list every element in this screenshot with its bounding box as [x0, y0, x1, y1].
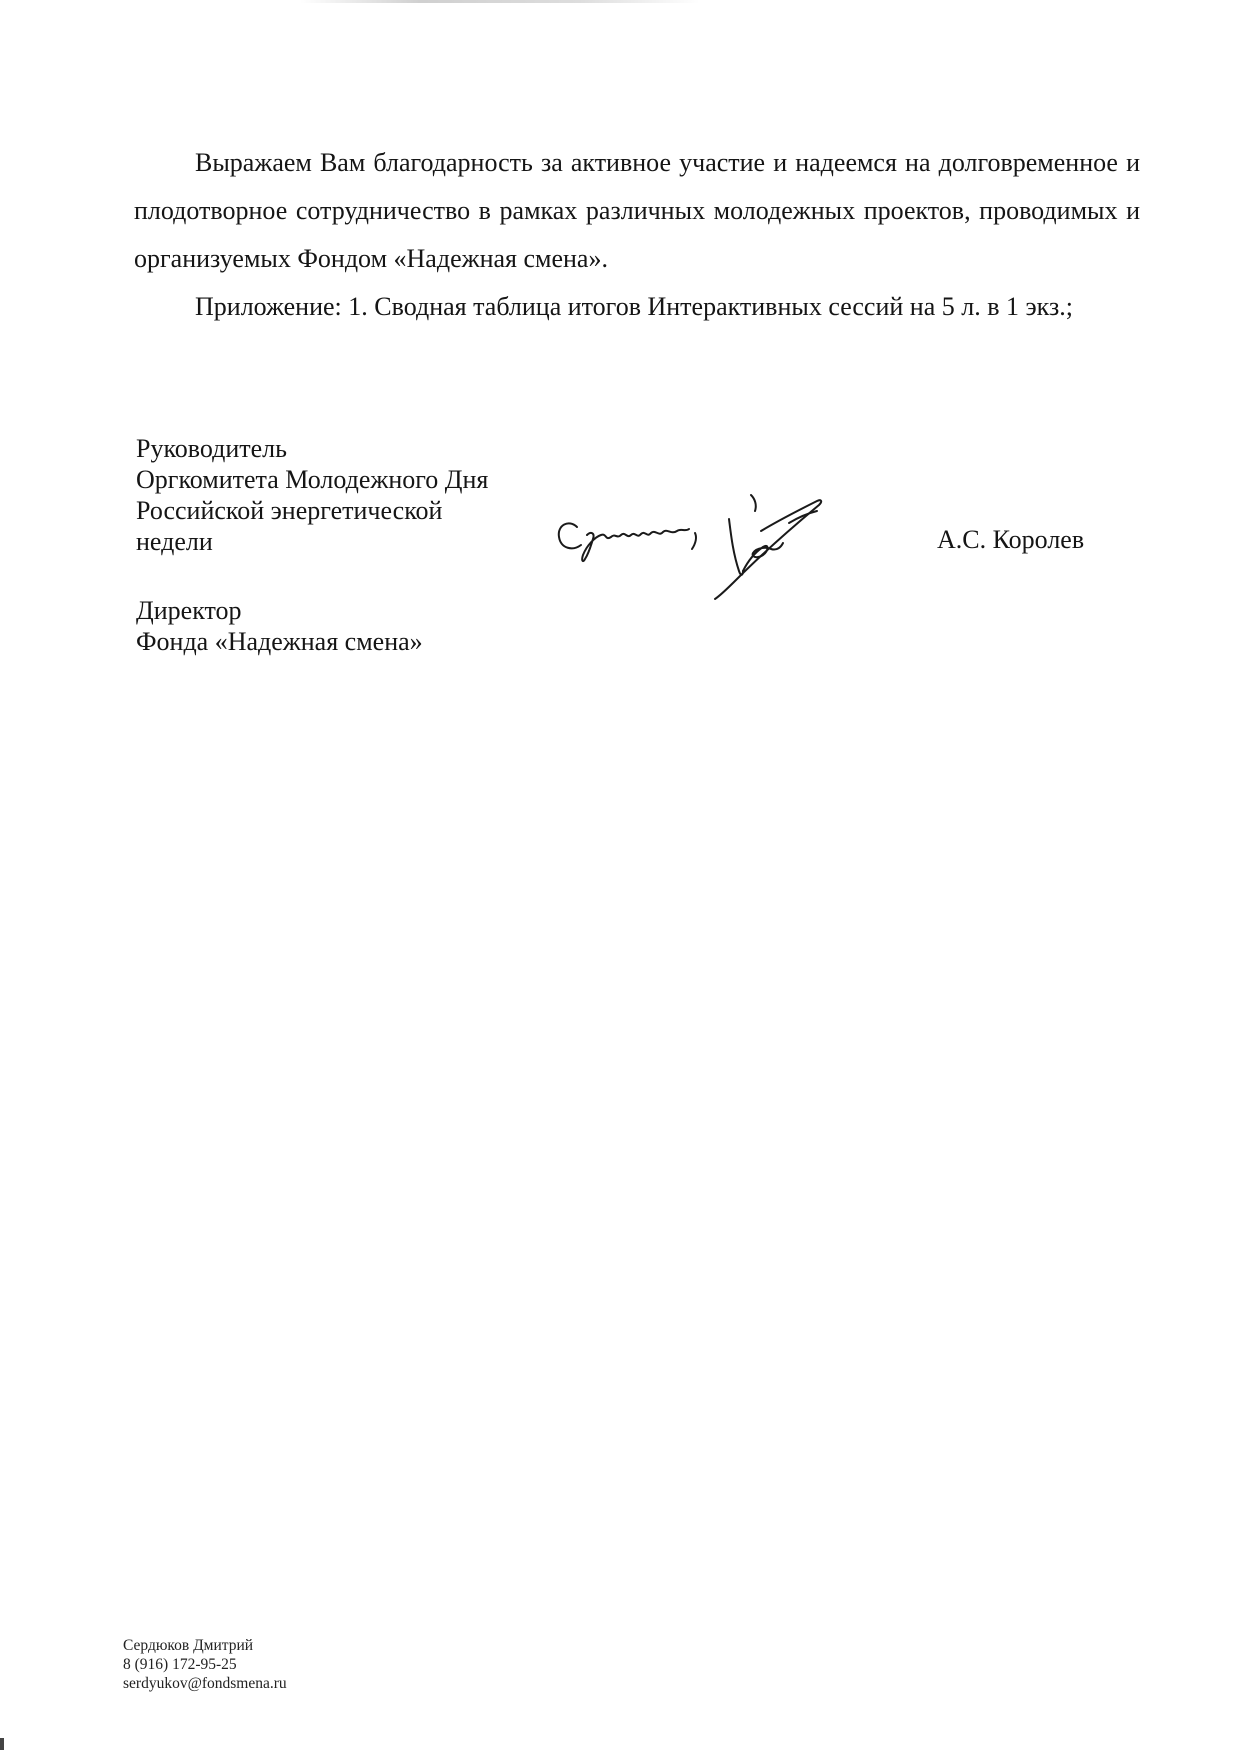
letter-body: [134, 139, 1140, 331]
handwritten-signature: [555, 475, 885, 610]
signature-drawing: [555, 475, 885, 610]
director-position-line: Директор: [136, 596, 242, 625]
contact-email: serdyukov@fondsmena.ru: [123, 1675, 287, 1692]
signer-position-line: Российской энергетической: [136, 496, 443, 525]
appendix-paragraph: Приложение: 1. Сводная таблица итогов Интерактивных сессий на 5 л. в 1 экз.;: [195, 292, 1073, 321]
signer-position-line: Руководитель: [136, 434, 287, 463]
contact-name: Сердюков Дмитрий: [123, 1637, 254, 1654]
signer-name: А.С. Королев: [937, 525, 1085, 554]
scan-edge-fragment: [300, 0, 700, 3]
signer-position-line: Оргкомитета Молодежного Дня: [136, 465, 489, 494]
director-position-line: Фонда «Надежная смена»: [136, 627, 423, 656]
contact-footer: [123, 1636, 287, 1693]
gratitude-paragraph: Выражаем Вам благодарность за активное участие и надеемся на долговременное и плодотворное сотрудничество в рамках различных молодежных проектов, проводимых и организуемых Фондом «Надежная смена».: [134, 148, 1140, 273]
signer-position-line: недели: [136, 527, 213, 556]
scan-edge-mark: [0, 1738, 4, 1750]
signer-position: [136, 433, 536, 557]
contact-phone: 8 (916) 172-95-25: [123, 1656, 237, 1673]
director-position: [136, 595, 536, 657]
